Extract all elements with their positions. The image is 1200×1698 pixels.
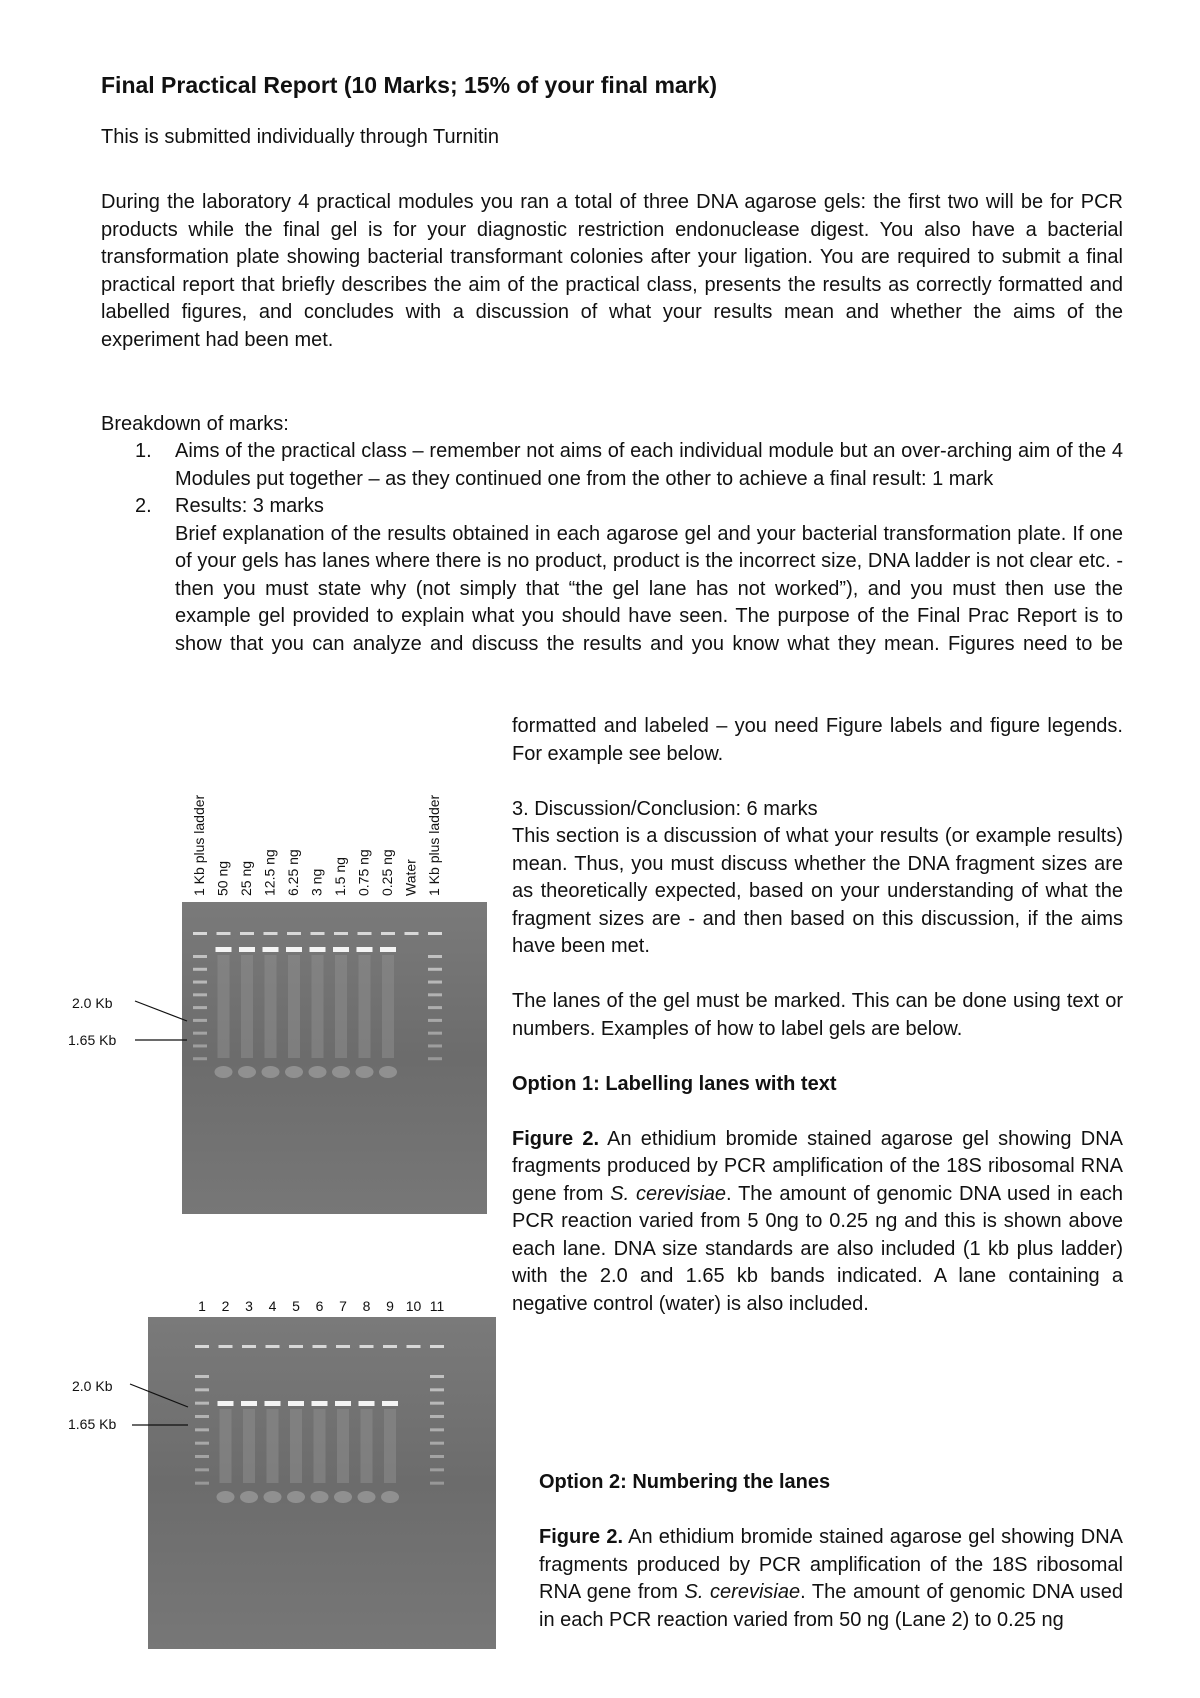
ladder-band xyxy=(195,1442,209,1445)
primer-dimer xyxy=(311,1491,329,1503)
marker-165kb-label: 1.65 Kb xyxy=(68,1032,117,1048)
pcr-band xyxy=(382,1401,398,1406)
marker-165kb-label: 1.65 Kb xyxy=(68,1416,117,1432)
primer-dimer xyxy=(358,1491,376,1503)
gel-well xyxy=(240,932,254,935)
primer-dimer xyxy=(264,1491,282,1503)
ladder-band xyxy=(193,1044,207,1047)
marker-2kb-label: 2.0 Kb xyxy=(72,995,113,1011)
gel-figure-numbered-lanes xyxy=(60,1295,500,1655)
list-text: Results: 3 marks xyxy=(175,495,324,517)
lane-number: 9 xyxy=(386,1298,394,1314)
ladder-band xyxy=(193,968,207,971)
gel-well xyxy=(287,932,301,935)
ladder-band xyxy=(428,993,442,996)
ladder-band xyxy=(428,955,442,958)
lane-smear xyxy=(359,955,371,1058)
ladder-band xyxy=(195,1388,209,1391)
gel-well xyxy=(264,932,278,935)
list-number: 1. xyxy=(135,440,152,462)
gel-well xyxy=(195,1345,209,1348)
lane-label: Water xyxy=(402,859,419,896)
lane-smear xyxy=(382,955,394,1058)
pcr-band xyxy=(312,1401,328,1406)
lane-smear xyxy=(288,955,300,1058)
lane-number: 8 xyxy=(362,1298,371,1314)
pcr-band xyxy=(333,947,349,952)
primer-dimer xyxy=(215,1066,233,1078)
gel-well xyxy=(358,932,372,935)
gel-well xyxy=(242,1345,256,1348)
ladder-band xyxy=(428,1032,442,1035)
right-column xyxy=(512,713,1123,1318)
primer-dimer xyxy=(240,1491,258,1503)
lane-smear xyxy=(290,1409,302,1483)
breakdown-heading: Breakdown of marks: xyxy=(101,413,289,435)
ladder-band xyxy=(193,955,207,958)
results-explanation: Brief explanation of the results obtained in each agarose gel and your bacterial transformation plate. If one of your gels has lanes where there is no product, product is the incorrect size, DNA ladder is not clear etc. - then you must state why (not simply that “the gel lane has not worked”), and you must then use the example gel provided to explain what you should have seen. The purpose of the Final Prac Report is to show that you can analyze and discuss the results and you know what they mean. Figures need to be xyxy=(175,522,1123,655)
gel-well xyxy=(383,1345,397,1348)
marks-list xyxy=(101,438,1123,658)
gel-well xyxy=(381,932,395,935)
ladder-band xyxy=(195,1375,209,1378)
list-number: 2. xyxy=(135,495,152,517)
ladder-band xyxy=(193,1057,207,1060)
ladder-band xyxy=(430,1442,444,1445)
lane-label: 0.25 ng xyxy=(379,849,395,896)
ladder-band xyxy=(428,1044,442,1047)
discussion-heading: 3. Discussion/Conclusion: 6 marks xyxy=(512,797,818,820)
lane-number: 3 xyxy=(245,1298,253,1314)
lane-number: 7 xyxy=(339,1298,347,1314)
lane-label: 0.75 ng xyxy=(355,849,372,896)
lane-label: 1 Kb plus ladder xyxy=(426,794,442,896)
ladder-band xyxy=(195,1415,209,1418)
list-item xyxy=(101,493,1123,521)
lane-smear xyxy=(361,1409,373,1483)
ladder-band xyxy=(428,1019,442,1022)
results-continuation: formatted and labeled – you need Figure labels and figure legends. For example see below. xyxy=(512,715,1123,765)
lane-label: 6.25 ng xyxy=(285,849,301,896)
ladder-band xyxy=(430,1402,444,1405)
gel-figure-text-labels xyxy=(60,740,500,1220)
gel-well xyxy=(217,932,231,935)
ladder-band xyxy=(430,1375,444,1378)
ladder-band xyxy=(428,981,442,984)
marker-2kb-label: 2.0 Kb xyxy=(72,1378,113,1394)
ladder-band xyxy=(193,1032,207,1035)
ladder-band xyxy=(193,1006,207,1009)
primer-dimer xyxy=(287,1491,305,1503)
pcr-band xyxy=(288,1401,304,1406)
pcr-band xyxy=(265,1401,281,1406)
pcr-band xyxy=(286,947,302,952)
ladder-band xyxy=(428,1006,442,1009)
lane-label: 3 ng xyxy=(308,868,325,896)
lane-smear xyxy=(243,1409,255,1483)
ladder-band xyxy=(428,968,442,971)
gel-well xyxy=(430,1345,444,1348)
lane-smear xyxy=(312,955,324,1058)
ladder-band xyxy=(430,1468,444,1471)
gel-well xyxy=(311,932,325,935)
pcr-band xyxy=(241,1401,257,1406)
gel-well xyxy=(336,1345,350,1348)
submission-note: This is submitted individually through Turnitin xyxy=(101,126,499,148)
pcr-band xyxy=(263,947,279,952)
lane-smear xyxy=(220,1409,232,1483)
ladder-band xyxy=(195,1455,209,1458)
ladder-band xyxy=(195,1428,209,1431)
gel-well xyxy=(266,1345,280,1348)
pcr-band xyxy=(357,947,373,952)
ladder-band xyxy=(195,1402,209,1405)
primer-dimer xyxy=(334,1491,352,1503)
option2-section xyxy=(512,1469,1123,1634)
gel-well xyxy=(219,1345,233,1348)
ladder-band xyxy=(193,993,207,996)
option1-heading: Option 1: Labelling lanes with text xyxy=(512,1072,837,1095)
pcr-band xyxy=(359,1401,375,1406)
discussion-text: This section is a discussion of what your results (or example results) mean. Thus, you must discuss whether the DNA fragment sizes are as theoretically expected, based on your understanding of what the fragment sizes are - and then based on this discussion, if the aims have been met. xyxy=(512,825,1123,957)
option2-heading: Option 2: Numbering the lanes xyxy=(539,1471,831,1493)
lane-smear xyxy=(218,955,230,1058)
report-title: Final Practical Report (10 Marks; 15% of your final mark) xyxy=(101,72,718,98)
primer-dimer xyxy=(381,1491,399,1503)
lane-label: 50 ng xyxy=(214,860,231,896)
gel-well xyxy=(407,1345,421,1348)
ladder-band xyxy=(193,981,207,984)
lane-smear xyxy=(384,1409,396,1483)
gel-well xyxy=(313,1345,327,1348)
ladder-band xyxy=(428,1057,442,1060)
lane-number: 11 xyxy=(429,1298,445,1314)
ladder-band xyxy=(193,1019,207,1022)
lane-number: 1 xyxy=(198,1298,206,1314)
primer-dimer xyxy=(217,1491,235,1503)
ladder-band xyxy=(195,1468,209,1471)
list-item xyxy=(101,438,1123,493)
ladder-band xyxy=(430,1455,444,1458)
ladder-band xyxy=(430,1388,444,1391)
lanes-instruction: The lanes of the gel must be marked. This can be done using text or numbers. Examples of how to label gels are below. xyxy=(512,990,1123,1040)
lane-label: 1 Kb plus ladder xyxy=(191,794,207,896)
lane-number: 10 xyxy=(405,1298,422,1314)
gel-well xyxy=(289,1345,303,1348)
lane-smear xyxy=(267,1409,279,1483)
lane-number: 4 xyxy=(268,1298,277,1314)
pcr-band xyxy=(216,947,232,952)
ladder-band xyxy=(430,1415,444,1418)
lane-number: 6 xyxy=(315,1298,324,1314)
intro-paragraph: During the laboratory 4 practical modules you ran a total of three DNA agarose gels: the first two will be for PCR products while the final gel is for your diagnostic restriction endonuclease digest. You also have a bacterial transformation plate showing bacterial transformant colonies after your ligation. You are required to submit a final practical report that briefly describes the aim of the practical class, presents the results as correctly formatted and labelled figures, and concludes with a discussion of what your results mean and whether the aims of the experiment had been met. xyxy=(101,191,1123,351)
primer-dimer xyxy=(356,1066,374,1078)
option1-caption: Figure 2. An ethidium bromide stained agarose gel showing DNA fragments produced by PCR amplification of the 18S ribosomal RNA gene from S. cerevisiae. The amount of genomic DNA used in each PCR reaction varied from 5 0ng to 0.25 ng and this is shown above each lane. DNA size standards are also included (1 kb plus ladder) with the 2.0 and 1.65 kb bands indicated. A lane containing a negative control (water) is also included. xyxy=(512,1127,1123,1315)
ladder-band xyxy=(195,1482,209,1485)
primer-dimer xyxy=(262,1066,280,1078)
pcr-band xyxy=(239,947,255,952)
lane-label: 25 ng xyxy=(238,860,254,896)
pcr-band xyxy=(380,947,396,952)
pcr-band xyxy=(310,947,326,952)
lane-smear xyxy=(241,955,253,1058)
gel-well xyxy=(405,932,419,935)
lane-smear xyxy=(265,955,277,1058)
lane-smear xyxy=(335,955,347,1058)
primer-dimer xyxy=(285,1066,303,1078)
marker-line-2kb xyxy=(135,1001,187,1021)
primer-dimer xyxy=(309,1066,327,1078)
ladder-band xyxy=(430,1482,444,1485)
gel-well xyxy=(334,932,348,935)
lane-label: 12.5 ng xyxy=(261,849,278,896)
primer-dimer xyxy=(238,1066,256,1078)
lane-smear xyxy=(314,1409,326,1483)
primer-dimer xyxy=(379,1066,397,1078)
gel-well xyxy=(428,932,442,935)
pcr-band xyxy=(335,1401,351,1406)
pcr-band xyxy=(218,1401,234,1406)
gel-well xyxy=(193,932,207,935)
lane-label: 1.5 ng xyxy=(332,857,348,896)
lane-number: 5 xyxy=(292,1298,300,1314)
lane-number: 2 xyxy=(221,1298,230,1314)
option2-caption: Figure 2. An ethidium bromide stained agarose gel showing DNA fragments produced by PCR amplification of the 18S ribosomal RNA gene from S. cerevisiae. The amount of genomic DNA used in each PCR reaction varied from 50 ng (Lane 2) to 0.25 ng xyxy=(539,1526,1123,1631)
lane-smear xyxy=(337,1409,349,1483)
list-text: Aims of the practical class – remember not aims of each individual module but an over-arching aim of the 4 Modules put together – as they continued one from the other to achieve a final result: 1 mark xyxy=(175,440,1123,490)
gel-well xyxy=(360,1345,374,1348)
primer-dimer xyxy=(332,1066,350,1078)
ladder-band xyxy=(430,1428,444,1431)
